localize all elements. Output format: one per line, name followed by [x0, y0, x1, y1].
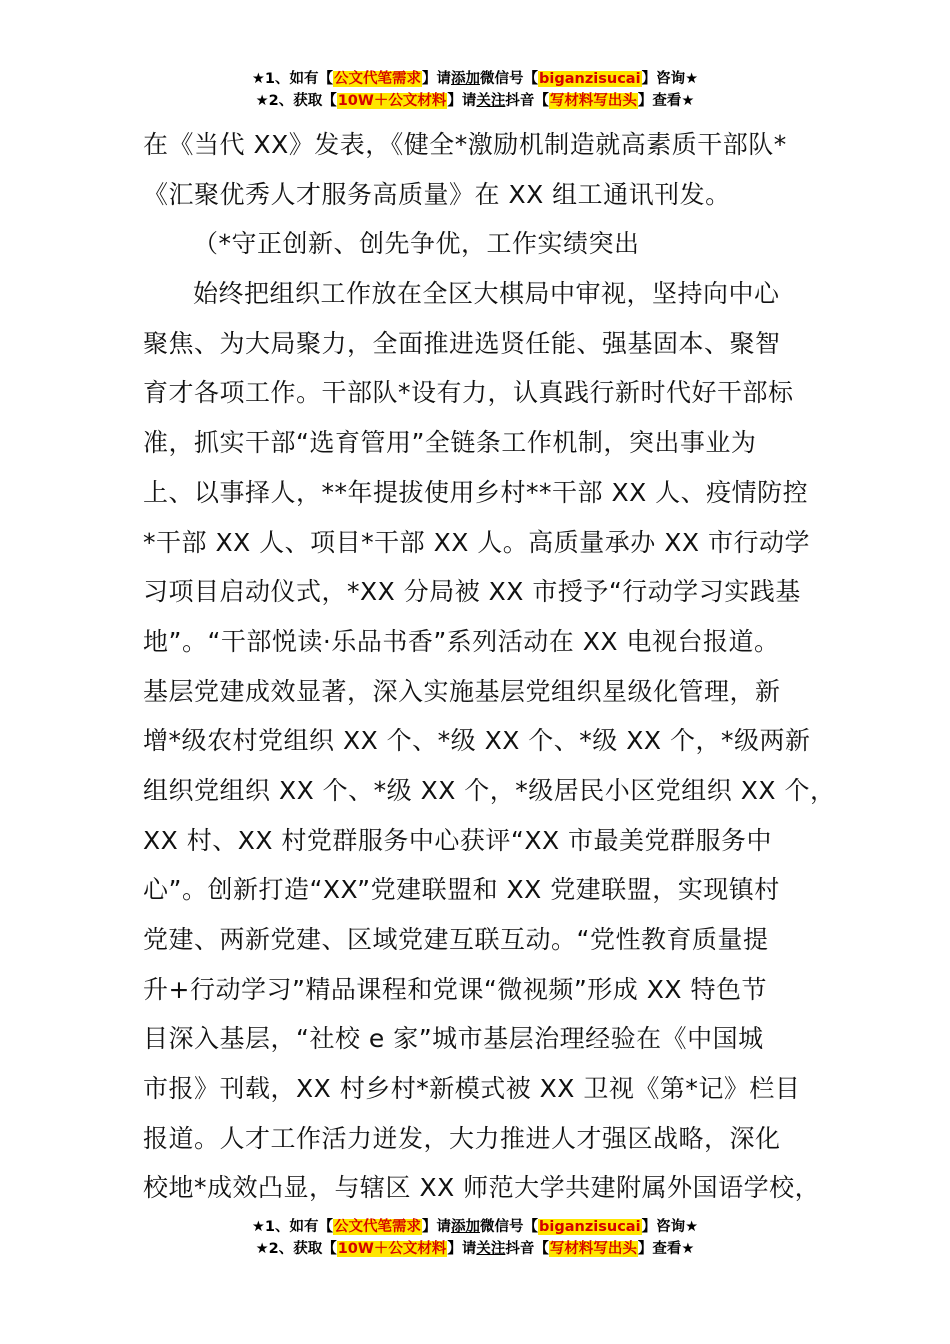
banner-highlight: 写材料写出头 [549, 1241, 637, 1257]
body-line: 在《当代 XX》发表，《健全*激励机制造就高素质干部队* [143, 130, 787, 159]
banner-line-2 [0, 90, 950, 112]
banner-highlight: 写材料写出头 [549, 93, 637, 109]
body-line: 组织党组织 XX 个、*级 XX 个，*级居民小区党组织 XX 个， [143, 775, 836, 805]
banner-highlight: biganzisucai [539, 1219, 641, 1235]
banner-text: ★2、获取【 [255, 93, 337, 109]
banner-highlight: 10W＋公文材料 [337, 93, 447, 109]
banner-text: ★1、如有【 [251, 1219, 334, 1235]
body-line: 校地*成效凸显，与辖区 XX 师范大学共建附属外国语学校， [143, 1173, 821, 1203]
body-line: 基层党建成效显著，深入实施基层党组织星级化管理，新 [143, 676, 781, 706]
banner-text: 】查看★ [637, 93, 695, 109]
banner-highlight: 公文代笔需求 [334, 71, 422, 87]
body-line: 《汇聚优秀人才服务高质量》在 XX 组工通讯刊发。 [143, 179, 731, 209]
body-line: 准，抓实干部“选育管用”全链条工作机制，突出事业为 [143, 428, 757, 458]
body-line: 市报》刊载，XX 村乡村*新模式被 XX 卫视《第*记》栏目 [143, 1074, 801, 1104]
banner-text: 】请 [447, 93, 477, 109]
banner-underline: 添加 [451, 71, 481, 87]
body-line: 目深入基层，“社校 e 家”城市基层治理经验在《中国城 [143, 1024, 764, 1054]
banner-text: 抖音【 [505, 1241, 549, 1257]
banner-text: ★2、获取【 [255, 1241, 337, 1257]
body-line: 心”。创新打造“XX”党建联盟和 XX 党建联盟，实现镇村 [143, 875, 780, 905]
body-line: 地”。“干部悦读·乐品书香”系列活动在 XX 电视台报道。 [143, 626, 780, 656]
banner-text: 】请 [422, 71, 452, 87]
banner-highlight: 公文代笔需求 [334, 1219, 422, 1235]
banner-line-2 [0, 1238, 950, 1260]
body-line: 始终把组织工作放在全区大棋局中审视，坚持向中心 [193, 279, 780, 309]
body-line: 党建、两新党建、区域党建互联互动。“党性教育质量提 [143, 925, 769, 954]
banner-text: 】咨询★ [641, 1219, 699, 1235]
banner-highlight: biganzisucai [539, 71, 641, 87]
body-line: XX 村、XX 村党群服务中心获评“XX 市最美党群服务中 [143, 825, 773, 855]
body-line: *干部 XX 人、项目*干部 XX 人。高质量承办 XX 市行动学 [143, 527, 810, 557]
body-line: 习项目启动仪式，*XX 分局被 XX 市授予“行动学习实践基 [143, 577, 801, 607]
banner-underline: 关注 [476, 1241, 506, 1257]
banner-text: 】请 [422, 1219, 452, 1235]
banner-text: 微信号【 [480, 71, 539, 87]
banner-underline: 关注 [476, 93, 506, 109]
section-heading: （*守正创新、创先争优，工作实绩突出 [193, 229, 640, 259]
footer-banner [0, 1216, 950, 1260]
banner-text: 抖音【 [505, 93, 549, 109]
body-line: 报道。人才工作活力迸发，大力推进人才强区战略，深化 [143, 1123, 781, 1153]
document-body [143, 120, 836, 1213]
banner-line-1 [0, 68, 950, 90]
header-banner [0, 68, 950, 112]
banner-text: 】查看★ [637, 1241, 695, 1257]
banner-text: 】请 [447, 1241, 477, 1257]
banner-highlight: 10W＋公文材料 [337, 1241, 447, 1257]
banner-line-1 [0, 1216, 950, 1238]
body-line: 升+行动学习”精品课程和党课“微视频”形成 XX 特色节 [143, 974, 767, 1004]
banner-underline: 添加 [451, 1219, 481, 1235]
banner-text: ★1、如有【 [251, 71, 334, 87]
banner-text: 微信号【 [480, 1219, 539, 1235]
body-line: 增*级农村党组织 XX 个、*级 XX 个、*级 XX 个，*级两新 [143, 726, 811, 756]
banner-text: 】咨询★ [641, 71, 699, 87]
body-line: 上、以事择人，**年提拔使用乡村**干部 XX 人、疫情防控 [143, 477, 809, 507]
body-line: 育才各项工作。干部队*设有力，认真践行新时代好干部标 [143, 378, 794, 408]
body-line: 聚焦、为大局聚力，全面推进选贤任能、强基固本、聚智 [143, 328, 781, 358]
